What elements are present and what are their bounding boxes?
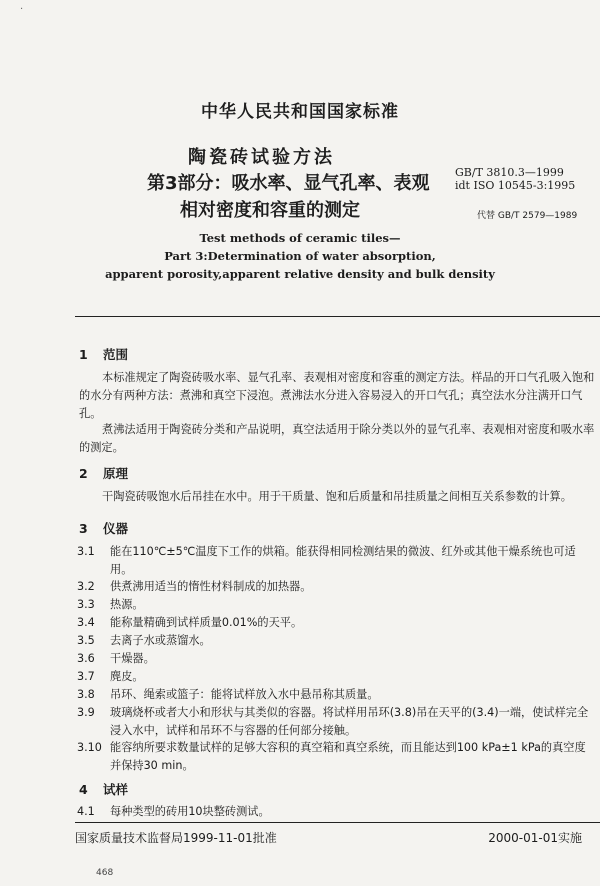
- item-number: 3.6: [77, 652, 95, 665]
- title-cn-line-1: 陶瓷砖试验方法: [188, 147, 335, 168]
- item-number: 4.1: [77, 805, 95, 818]
- item-text: 能称量精确到试样质量0.01%的天平。: [110, 616, 303, 629]
- item-number: 3.5: [77, 634, 95, 647]
- item-text: 能在110℃±5℃温度下工作的烘箱。能获得相同检测结果的微波、红外或其他干燥系统也可适用。: [110, 545, 576, 576]
- item-text: 每种类型的砖用10块整砖测试。: [110, 805, 270, 818]
- item-text: 吊环、绳索或篮子：能将试样放入水中悬吊称其质量。: [110, 688, 379, 701]
- header-divider: [75, 316, 600, 317]
- section-number: 2: [79, 466, 88, 481]
- item-text: 能容纳所要求数量试样的足够大容积的真空箱和真空系统，而且能达到100 kPa±1 kPa的真空度并保持30 min。: [110, 741, 586, 772]
- title-en-line-3: apparent porosity,apparent relative density and bulk density: [105, 267, 495, 281]
- item-text: 去离子水或蒸馏水。: [110, 634, 211, 647]
- standard-codes: [455, 166, 575, 192]
- title-en-line-1: Test methods of ceramic tiles—: [199, 231, 401, 245]
- list-item: [77, 668, 596, 686]
- item-number: 3.7: [77, 670, 95, 683]
- section-title: 试样: [103, 782, 129, 797]
- section-3-heading: [79, 519, 128, 537]
- footer-divider: [75, 822, 600, 823]
- item-text: 干燥器。: [110, 652, 155, 665]
- section-1-paragraph-1: 本标准规定了陶瓷砖吸水率、显气孔率、表观相对密度和容重的测定方法。样品的开口气孔吸入饱和的水分有两种方法：煮沸和真空下浸泡。煮沸法水分进入容易浸入的开口气孔；真空法水分注满开口气孔。: [79, 371, 595, 420]
- section-4-heading: [79, 780, 128, 798]
- title-en-line-2: Part 3:Determination of water absorption,: [164, 249, 436, 263]
- section-1-paragraph-2: 煮沸法适用于陶瓷砖分类和产品说明，真空法适用于除分类以外的显气孔率、表观相对密度和吸水率的测定。: [79, 423, 595, 454]
- list-item: [77, 632, 596, 650]
- list-item: [77, 650, 596, 668]
- list-item: [77, 803, 596, 821]
- implementation-date: 2000-01-01实施: [488, 831, 582, 845]
- national-standard-heading: 中华人民共和国国家标准: [201, 102, 399, 122]
- item-number: 3.1: [77, 545, 95, 558]
- item-number: 3.2: [77, 580, 95, 593]
- list-item: [77, 739, 596, 775]
- item-number: 3.3: [77, 598, 95, 611]
- list-item: [77, 543, 596, 579]
- list-item: [77, 596, 596, 614]
- title-cn-line-2: 第3部分：吸水率、显气孔率、表观: [147, 173, 430, 194]
- title-cn-line-3: 相对密度和容重的测定: [180, 200, 360, 221]
- item-text: 麂皮。: [110, 670, 144, 683]
- std-code: GB/T 3810.3—1999: [455, 166, 564, 179]
- idt-code: idt ISO 10545-3:1995: [455, 179, 576, 192]
- item-text: 玻璃烧杯或者大小和形状与其类似的容器。将试样用吊环(3.8)吊在天平的(3.4)一端，使试样完全浸入水中，试样和吊环不与容器的任何部分接触。: [110, 706, 589, 737]
- section-1-heading: [79, 345, 128, 363]
- replaces-code: 代替 GB/T 2579—1989: [477, 211, 578, 221]
- item-number: 3.9: [77, 706, 95, 719]
- list-item: [77, 614, 596, 632]
- section-2-heading: [79, 464, 128, 482]
- item-text: 供煮沸用适当的惰性材料制成的加热器。: [110, 580, 312, 593]
- item-number: 3.10: [77, 741, 102, 754]
- item-number: 3.8: [77, 688, 95, 701]
- list-item: [77, 686, 596, 704]
- section-number: 1: [79, 347, 88, 362]
- section-title: 范围: [103, 347, 129, 362]
- scan-mark: ·: [20, 4, 24, 15]
- section-title: 原理: [103, 466, 129, 481]
- section-number: 4: [79, 782, 88, 797]
- list-item: [77, 578, 596, 596]
- list-item: [77, 704, 596, 740]
- page-number: 468: [96, 868, 114, 878]
- approval-date: 国家质量技术监督局1999-11-01批准: [75, 831, 277, 845]
- section-number: 3: [79, 521, 88, 536]
- section-title: 仪器: [103, 521, 129, 536]
- section-2-paragraph-1: 干陶瓷砖吸饱水后吊挂在水中。用于干质量、饱和后质量和吊挂质量之间相互关系参数的计算。: [102, 490, 572, 503]
- item-number: 3.4: [77, 616, 95, 629]
- item-text: 热源。: [110, 598, 144, 611]
